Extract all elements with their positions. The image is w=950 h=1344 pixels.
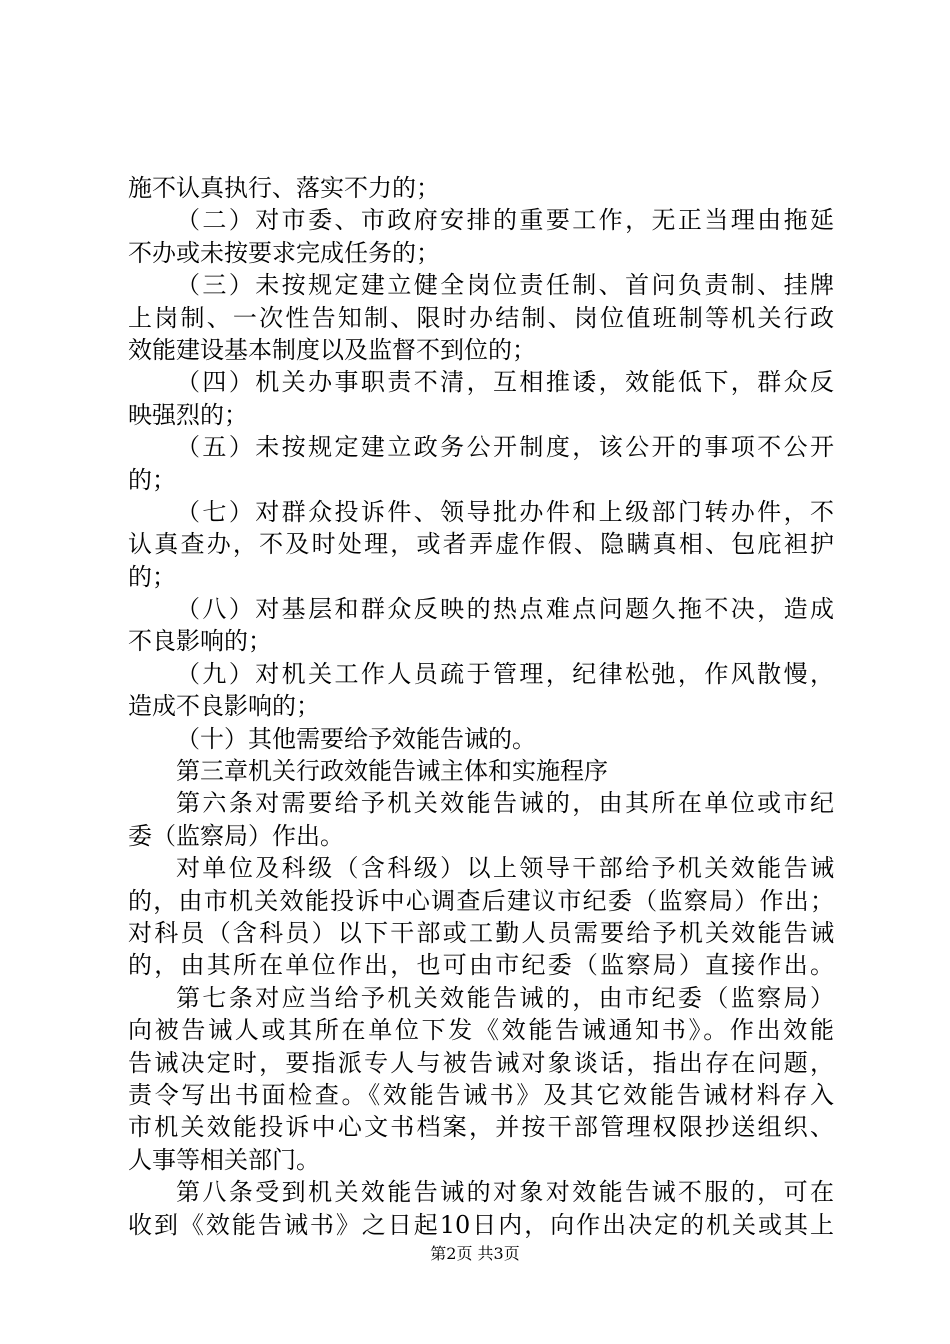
text-line: 不办或未按要求完成任务的； bbox=[128, 238, 440, 267]
text-line: 对科员（含科员）以下干部或工勤人员需要给予机关效能告诫 bbox=[128, 918, 834, 947]
text-line: 告诫决定时，要指派专人与被告诫对象谈话，指出存在问题， bbox=[128, 1048, 834, 1077]
text-line: 认真查办，不及时处理，或者弄虚作假、隐瞒真相、包庇袒护 bbox=[128, 530, 834, 559]
page-footer: 第2页 共3页 bbox=[430, 1244, 520, 1263]
document-body bbox=[128, 172, 834, 1241]
text-line: 映强烈的； bbox=[128, 400, 248, 429]
text-line: 造成不良影响的； bbox=[128, 692, 320, 721]
text-line: 对单位及科级（含科级）以上领导干部给予机关效能告诫 bbox=[176, 854, 834, 883]
text-line: 人事等相关部门。 bbox=[128, 1145, 320, 1174]
text-line: 不良影响的； bbox=[128, 627, 272, 656]
text-line: （十）其他需要给予效能告诫的。 bbox=[176, 724, 536, 753]
text-line: （七）对群众投诉件、领导批办件和上级部门转办件，不 bbox=[176, 497, 834, 526]
text-line: （二）对市委、市政府安排的重要工作，无正当理由拖延 bbox=[176, 206, 834, 235]
text-line: 上岗制、一次性告知制、限时办结制、岗位值班制等机关行政 bbox=[128, 303, 834, 332]
text-line: （三）未按规定建立健全岗位责任制、首问负责制、挂牌 bbox=[176, 271, 834, 300]
text-line: 向被告诫人或其所在单位下发《效能告诫通知书》。作出效能 bbox=[128, 1016, 834, 1045]
text-line: 收到《效能告诫书》之日起10日内，向作出决定的机关或其上 bbox=[128, 1210, 834, 1239]
text-line: 效能建设基本制度以及监督不到位的； bbox=[128, 335, 536, 364]
text-line: 责令写出书面检查。《效能告诫书》及其它效能告诫材料存入 bbox=[128, 1080, 834, 1109]
text-line: 第六条对需要给予机关效能告诫的，由其所在单位或市纪 bbox=[176, 789, 834, 818]
text-line: 第三章机关行政效能告诫主体和实施程序 bbox=[176, 757, 608, 786]
text-line: 的； bbox=[128, 562, 176, 591]
text-line: 市机关效能投诉中心文书档案，并按干部管理权限抄送组织、 bbox=[128, 1113, 834, 1142]
text-line: （四）机关办事职责不清，互相推诿，效能低下，群众反 bbox=[176, 368, 834, 397]
text-line: 第七条对应当给予机关效能告诫的，由市纪委（监察局） bbox=[176, 983, 834, 1012]
text-line: 的，由市机关效能投诉中心调查后建议市纪委（监察局）作出； bbox=[128, 886, 834, 915]
text-line: （八）对基层和群众反映的热点难点问题久拖不决，造成 bbox=[176, 595, 834, 624]
text-line: （五）未按规定建立政务公开制度，该公开的事项不公开 bbox=[176, 433, 834, 462]
text-line: 的； bbox=[128, 465, 176, 494]
text-line: 的，由其所在单位作出，也可由市纪委（监察局）直接作出。 bbox=[128, 951, 834, 980]
text-line: 施不认真执行、落实不力的； bbox=[128, 174, 440, 202]
text-line: 委（监察局）作出。 bbox=[128, 821, 344, 850]
text-line: （九）对机关工作人员疏于管理，纪律松弛，作风散慢， bbox=[176, 659, 834, 688]
text-line: 第八条受到机关效能告诫的对象对效能告诫不服的，可在 bbox=[176, 1178, 834, 1207]
